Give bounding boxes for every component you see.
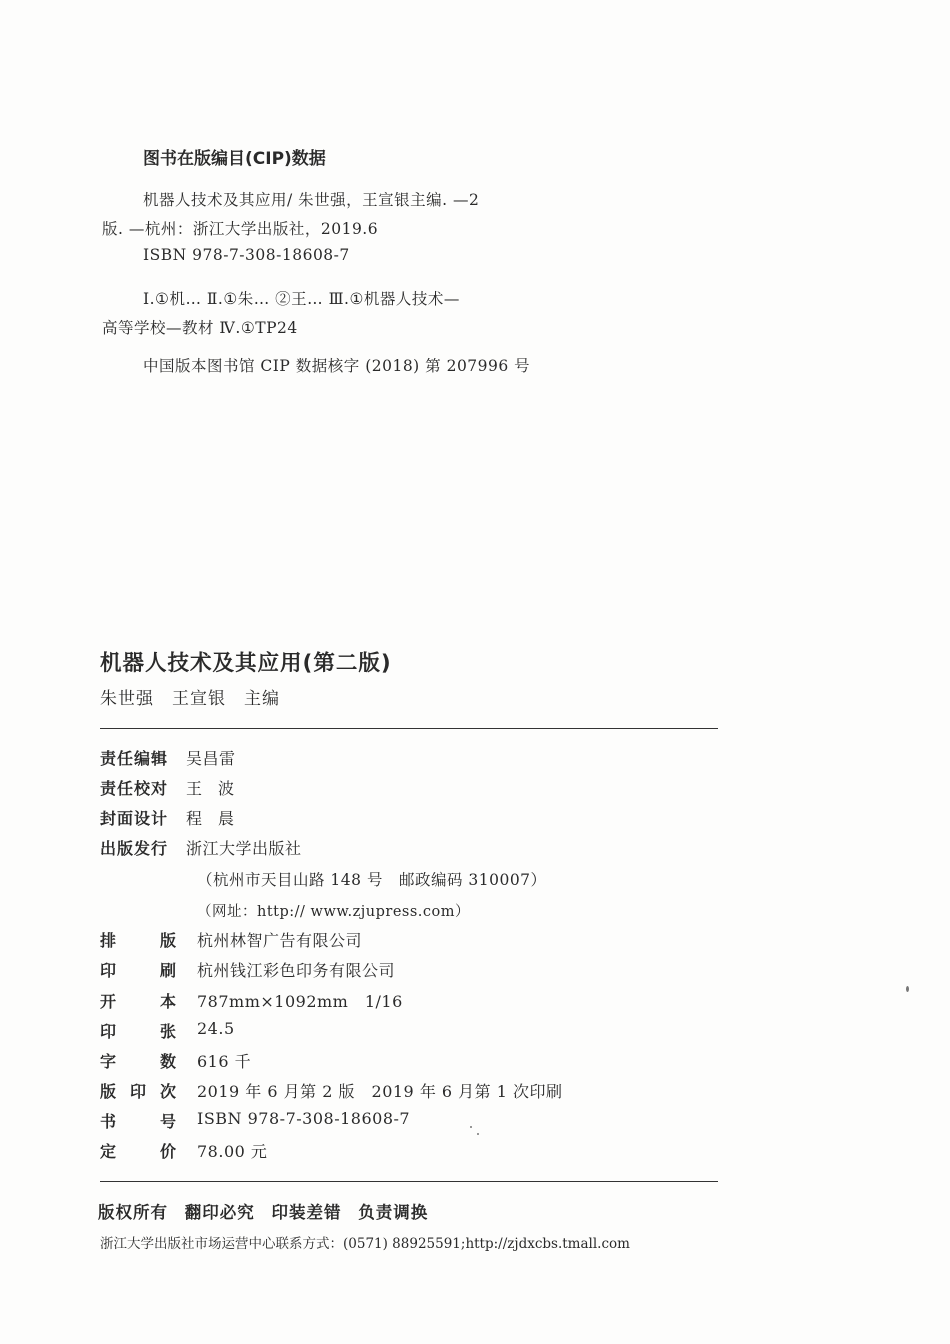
- cip-line: Ⅰ.①机… Ⅱ.①朱… ②王… Ⅲ.①机器人技术—: [143, 290, 460, 308]
- sheets-label: 印 张: [100, 1022, 176, 1041]
- cover-design-row: [100, 806, 718, 836]
- copyright-slogan: 版权所有 翻印必究 印装差错 负责调换: [98, 1203, 429, 1222]
- cip-data-number: 中国版本图书馆 CIP 数据核字 (2018) 第 207996 号: [143, 357, 531, 375]
- proofreader-value: 王波: [186, 779, 251, 798]
- scan-speck: [477, 1133, 479, 1135]
- book-authors: 朱世强 王宣银 主编: [100, 689, 280, 709]
- price-label: 定 价: [100, 1142, 176, 1161]
- typesetting-label: 排 版: [100, 931, 176, 950]
- edition-row: [100, 1079, 718, 1109]
- bottom-divider: [100, 1181, 718, 1182]
- publisher-label: 出版发行: [100, 839, 169, 858]
- book-title: 机器人技术及其应用(第二版): [100, 651, 392, 676]
- typesetting-value: 杭州林智广告有限公司: [197, 931, 363, 950]
- printing-row: [100, 958, 718, 988]
- cip-heading: 图书在版编目(CIP)数据: [143, 149, 326, 169]
- isbn-row: [100, 1109, 718, 1139]
- cip-isbn: ISBN 978-7-308-18608-7: [143, 246, 350, 264]
- top-divider: [100, 728, 718, 729]
- publisher-row: [100, 836, 718, 866]
- proofreader-row: [100, 776, 718, 806]
- printing-label: 印 刷: [100, 961, 176, 980]
- isbn-value: ISBN 978-7-308-18608-7: [197, 1109, 411, 1128]
- publisher-value: 浙江大学出版社: [186, 839, 302, 858]
- publisher-contact: 浙江大学出版社市场运营中心联系方式：(0571) 88925591;http://zjdxcbs.tmall.com: [100, 1236, 630, 1252]
- editor-value: 吴昌雷: [186, 749, 236, 768]
- editor-label: 责任编辑: [100, 749, 169, 768]
- typesetting-row: [100, 928, 718, 958]
- edition-label: 版 印 次: [100, 1082, 176, 1101]
- word-count-row: [100, 1049, 718, 1079]
- price-row: [100, 1139, 718, 1169]
- printing-value: 杭州钱江彩色印务有限公司: [197, 961, 396, 980]
- scan-speck: [470, 1126, 472, 1128]
- publisher-website: （网址：http:// www.zjupress.com）: [197, 904, 471, 920]
- cip-line: 高等学校—教材 Ⅳ.①TP24: [102, 319, 298, 337]
- sheets-row: [100, 1019, 718, 1049]
- format-row: [100, 989, 718, 1019]
- price-value: 78.00 元: [197, 1142, 268, 1161]
- cip-line: 版. —杭州：浙江大学出版社，2019.6: [102, 220, 379, 238]
- publisher-address: （杭州市天目山路 148 号 邮政编码 310007）: [197, 871, 547, 889]
- cover-design-value: 程晨: [186, 809, 251, 828]
- isbn-label: 书 号: [100, 1112, 176, 1131]
- scan-speck: [906, 986, 909, 992]
- sheets-value: 24.5: [197, 1019, 235, 1038]
- editor-row: [100, 746, 718, 776]
- cip-line: 机器人技术及其应用/ 朱世强，王宣银主编. —2: [143, 191, 480, 209]
- edition-value: 2019 年 6 月第 2 版 2019 年 6 月第 1 次印刷: [197, 1082, 563, 1101]
- proofreader-label: 责任校对: [100, 779, 169, 798]
- format-value: 787mm×1092mm 1/16: [197, 992, 403, 1011]
- cover-design-label: 封面设计: [100, 809, 169, 828]
- word-count-label: 字 数: [100, 1052, 176, 1071]
- word-count-value: 616 千: [197, 1052, 252, 1071]
- format-label: 开 本: [100, 992, 176, 1011]
